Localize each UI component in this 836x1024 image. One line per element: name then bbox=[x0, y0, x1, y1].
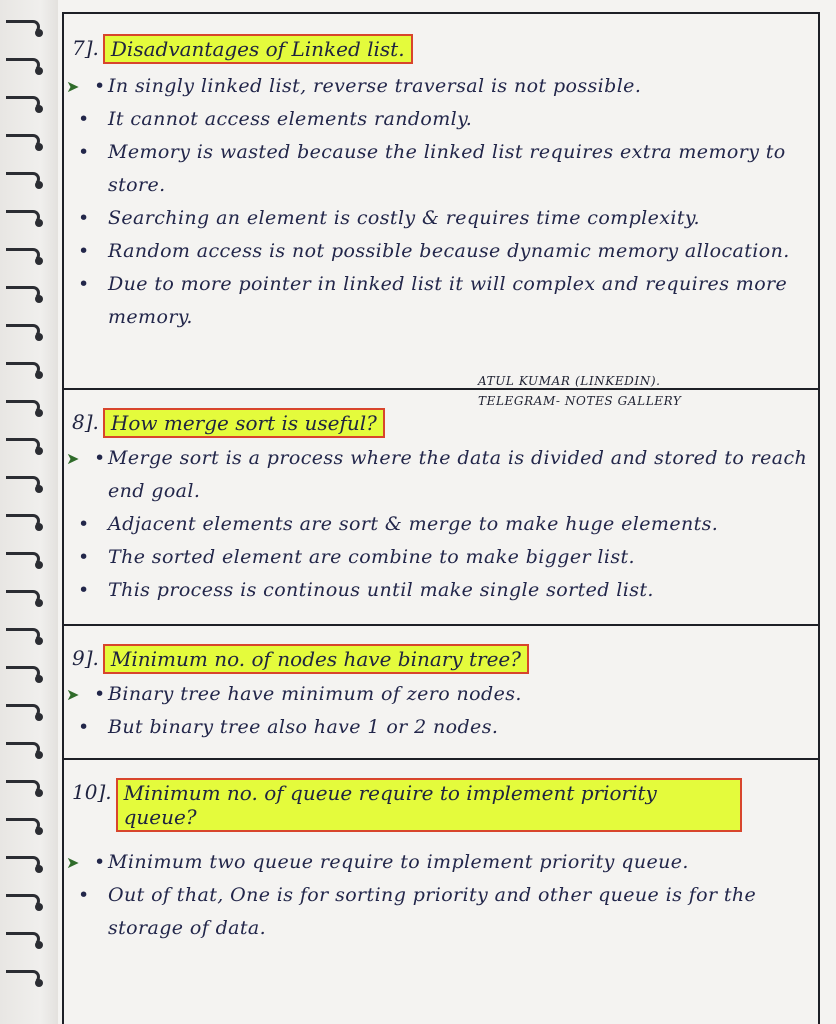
section-number: 7]. bbox=[72, 36, 99, 60]
section-priority-queue bbox=[66, 778, 812, 945]
section-divider bbox=[62, 758, 820, 760]
spiral-coil-icon bbox=[6, 818, 40, 832]
list-item: • Out of that, One is for sorting priority and other queue is for the storage of data. bbox=[72, 879, 812, 945]
section-title: Minimum no. of queue require to implement priority queue? bbox=[116, 778, 742, 832]
spiral-coil-icon bbox=[6, 780, 40, 794]
section-title: Disadvantages of Linked list. bbox=[103, 34, 413, 64]
bullet-icon: • bbox=[78, 108, 90, 130]
bullet-icon: • bbox=[78, 546, 90, 568]
list-item: ➤ • Binary tree have minimum of zero nodes. bbox=[72, 678, 812, 711]
spiral-coil-icon bbox=[6, 438, 40, 452]
spiral-coil-icon bbox=[6, 666, 40, 680]
spiral-coil-icon bbox=[6, 248, 40, 262]
bullet-icon: • bbox=[78, 884, 90, 906]
section-title: Minimum no. of nodes have binary tree? bbox=[103, 644, 529, 674]
list-item: • Due to more pointer in linked list it will complex and requires more memory. bbox=[72, 268, 812, 334]
spiral-coil-icon bbox=[6, 552, 40, 566]
spiral-coil-icon bbox=[6, 210, 40, 224]
list-item: ➤ • Minimum two queue require to implement priority queue. bbox=[72, 846, 812, 879]
bullet-icon: • bbox=[94, 683, 106, 705]
bullet-icon: • bbox=[78, 207, 90, 229]
arrow-icon: ➤ bbox=[66, 685, 80, 704]
bullet-icon: • bbox=[78, 141, 90, 163]
bullet-icon: • bbox=[78, 579, 90, 601]
bullet-icon: • bbox=[78, 240, 90, 262]
arrow-icon: ➤ bbox=[66, 853, 80, 872]
list-item: ➤ • Merge sort is a process where the data is divided and stored to reach end goal. bbox=[72, 442, 812, 508]
bullet-icon: • bbox=[78, 716, 90, 738]
spiral-coil-icon bbox=[6, 704, 40, 718]
spiral-coil-icon bbox=[6, 856, 40, 870]
section-divider bbox=[62, 624, 820, 626]
section-linked-list-disadvantages bbox=[66, 34, 812, 334]
spiral-coil-icon bbox=[6, 932, 40, 946]
arrow-icon: ➤ bbox=[66, 77, 80, 96]
section-divider bbox=[62, 388, 820, 390]
spiral-coil-icon bbox=[6, 970, 40, 984]
spiral-coil-icon bbox=[6, 628, 40, 642]
arrow-icon: ➤ bbox=[66, 449, 80, 468]
list-item: • Memory is wasted because the linked list requires extra memory to store. bbox=[72, 136, 812, 202]
list-item: • Adjacent elements are sort & merge to make huge elements. bbox=[72, 508, 812, 541]
credit-channel: TELEGRAM- NOTES GALLERY bbox=[478, 394, 682, 408]
section-number: 8]. bbox=[72, 410, 99, 434]
spiral-coil-icon bbox=[6, 324, 40, 338]
spiral-coil-icon bbox=[6, 476, 40, 490]
list-item: • It cannot access elements randomly. bbox=[72, 103, 812, 136]
spiral-coil-icon bbox=[6, 286, 40, 300]
bullet-icon: • bbox=[94, 75, 106, 97]
bullet-icon: • bbox=[78, 513, 90, 535]
spiral-coil-icon bbox=[6, 514, 40, 528]
section-number: 9]. bbox=[72, 646, 99, 670]
list-item: • Searching an element is costly & requires time complexity. bbox=[72, 202, 812, 235]
notebook-spiral bbox=[0, 0, 58, 1024]
spiral-coil-icon bbox=[6, 96, 40, 110]
list-item: • This process is continous until make single sorted list. bbox=[72, 574, 812, 607]
section-number: 10]. bbox=[72, 780, 112, 804]
spiral-coil-icon bbox=[6, 590, 40, 604]
list-item: • Random access is not possible because dynamic memory allocation. bbox=[72, 235, 812, 268]
section-title: How merge sort is useful? bbox=[103, 408, 385, 438]
section-binary-tree bbox=[66, 644, 812, 744]
spiral-coil-icon bbox=[6, 742, 40, 756]
list-item: • But binary tree also have 1 or 2 nodes. bbox=[72, 711, 812, 744]
bullet-icon: • bbox=[94, 851, 106, 873]
bullet-icon: • bbox=[94, 447, 106, 469]
section-header bbox=[72, 34, 812, 64]
list-item: ➤ • In singly linked list, reverse traversal is not possible. bbox=[72, 70, 812, 103]
spiral-coil-icon bbox=[6, 20, 40, 34]
bullet-icon: • bbox=[78, 273, 90, 295]
spiral-coil-icon bbox=[6, 362, 40, 376]
spiral-coil-icon bbox=[6, 894, 40, 908]
spiral-coil-icon bbox=[6, 58, 40, 72]
credit-author: ATUL KUMAR (LINKEDIN). bbox=[478, 374, 661, 388]
list-item: • The sorted element are combine to make bigger list. bbox=[72, 541, 812, 574]
spiral-coil-icon bbox=[6, 172, 40, 186]
section-header bbox=[72, 408, 812, 438]
section-merge-sort bbox=[66, 408, 812, 607]
spiral-coil-icon bbox=[6, 400, 40, 414]
spiral-coil-icon bbox=[6, 134, 40, 148]
section-header bbox=[72, 644, 812, 674]
section-header bbox=[72, 778, 812, 832]
